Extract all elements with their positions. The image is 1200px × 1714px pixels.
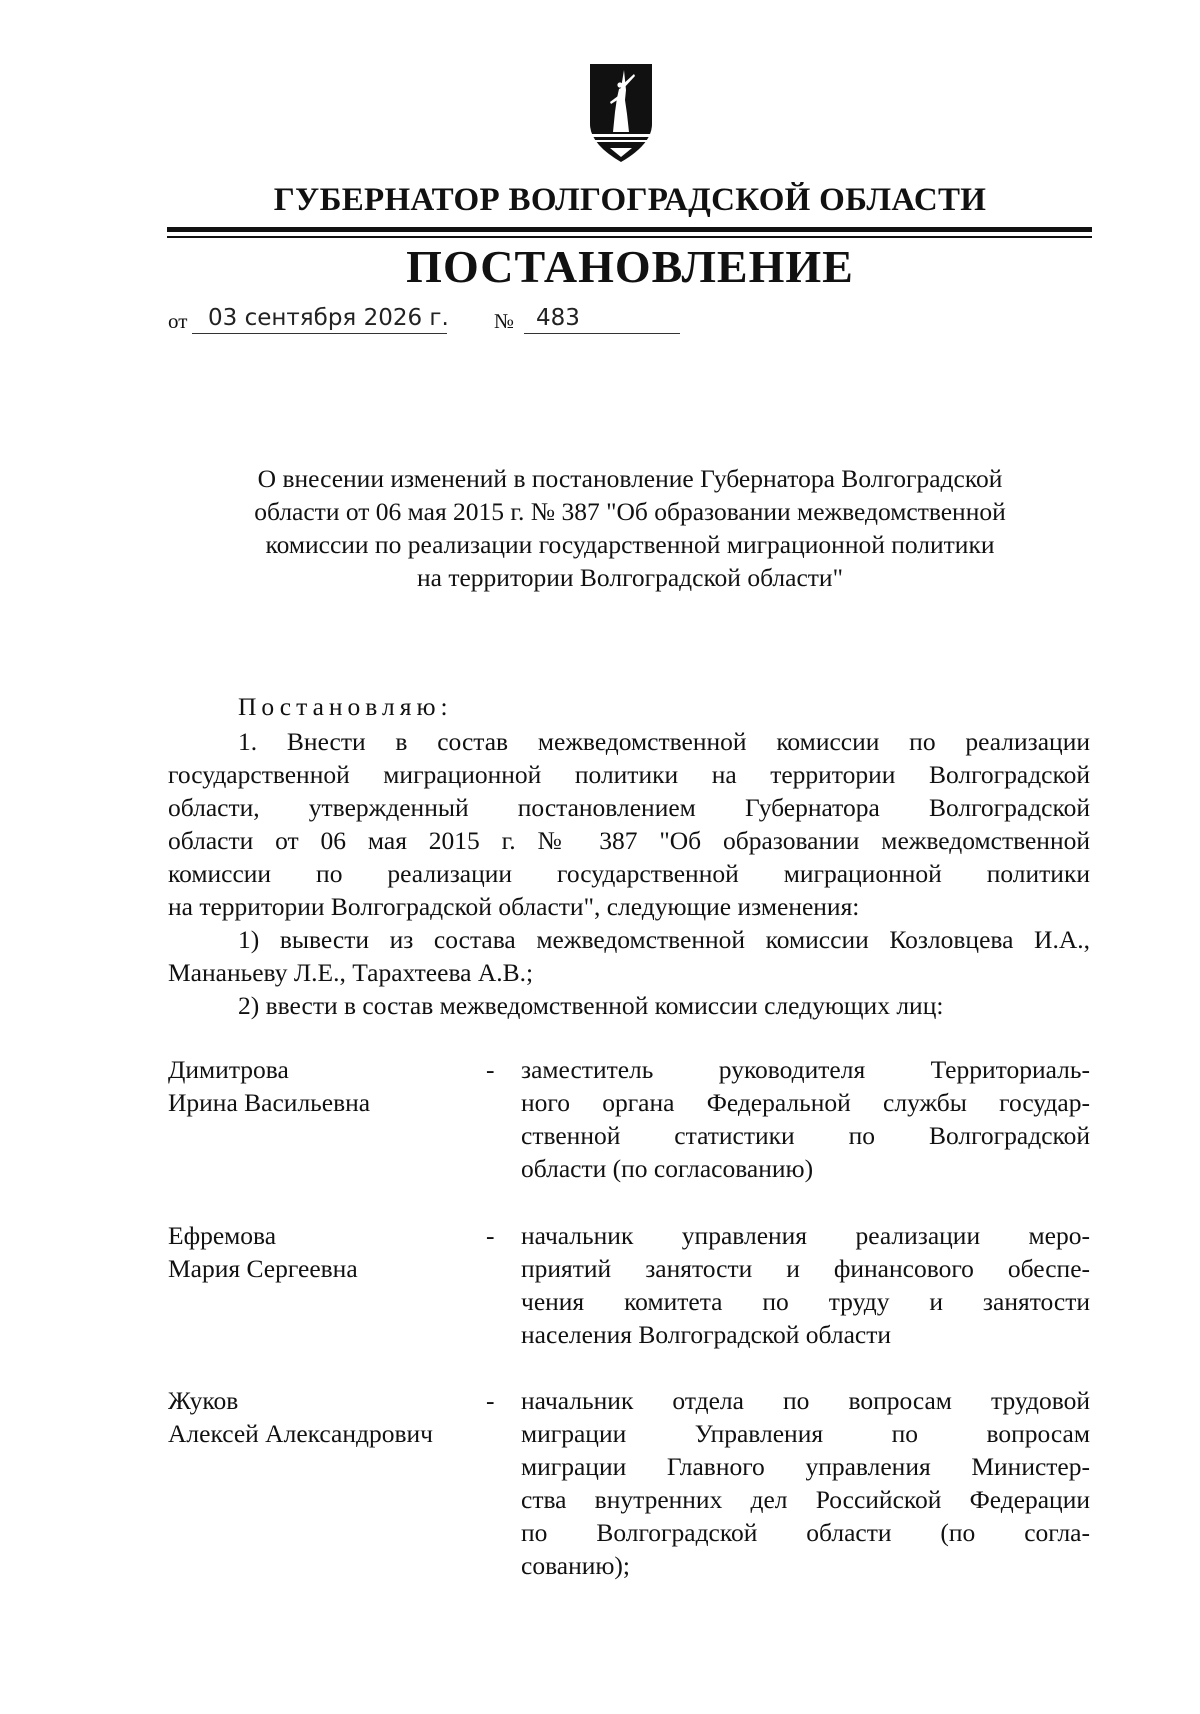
position-line: приятий занятости и финансового обеспе- xyxy=(521,1254,1090,1283)
paragraph-line: 1. Внести в состав межведомственной комиссии по реализации xyxy=(238,727,1090,756)
position-line: начальник отдела по вопросам трудовой xyxy=(521,1386,1090,1415)
position-line: области (по согласованию) xyxy=(521,1154,814,1183)
date-number-line xyxy=(168,305,688,337)
member-dash: - xyxy=(486,1221,495,1250)
number-underline xyxy=(524,333,680,334)
item-1-paragraph xyxy=(168,725,1090,923)
document-number: 483 xyxy=(536,305,580,331)
subject-line: области от 06 мая 2015 г. № 387 "Об образовании межведомственной xyxy=(254,497,1006,526)
position-line: населения Волгоградской области xyxy=(521,1320,891,1349)
member-surname: Ефремова xyxy=(168,1221,277,1250)
paragraph-line: области от 06 мая 2015 г. № 387 "Об образовании межведомственной xyxy=(168,826,1090,855)
position-line: заместитель руководителя Территориаль- xyxy=(521,1055,1090,1084)
position-line: сованию); xyxy=(521,1551,631,1580)
member-position xyxy=(521,1384,1090,1582)
subject-line: О внесении изменений в постановление Губернатора Волгоградской xyxy=(257,464,1003,493)
volgograd-coat-of-arms-icon xyxy=(588,62,654,167)
position-line: ного органа Федеральной службы государ- xyxy=(521,1088,1090,1117)
paragraph-line: на территории Волгоградской области", следующие изменения: xyxy=(168,892,860,921)
position-line: ства внутренних дел Российской Федерации xyxy=(521,1485,1090,1514)
position-line: по Волгоградской области (по согла- xyxy=(521,1518,1090,1547)
paragraph-line: 2) ввести в состав межведомственной комиссии следующих лиц: xyxy=(238,991,944,1020)
member-position xyxy=(521,1053,1090,1185)
position-line: миграции Управления по вопросам xyxy=(521,1419,1090,1448)
member-dash: - xyxy=(486,1055,495,1084)
subject-line: на территории Волгоградской области" xyxy=(417,563,843,592)
member-name xyxy=(168,1384,478,1450)
decree-word: Постановляю: xyxy=(238,692,453,721)
number-label: № xyxy=(494,309,515,333)
member-given-names: Мария Сергеевна xyxy=(168,1254,358,1283)
document-subject xyxy=(180,462,1080,594)
paragraph-line: Мананьеву Л.Е., Тарахтеева А.В.; xyxy=(168,958,534,987)
position-line: начальник управления реализации меро- xyxy=(521,1221,1090,1250)
issuing-authority: ГУБЕРНАТОР ВОЛГОГРАДСКОЙ ОБЛАСТИ xyxy=(273,182,987,218)
member-position xyxy=(521,1219,1090,1351)
member-name xyxy=(168,1053,478,1119)
date-prefix: от xyxy=(168,309,188,333)
subitem-2-paragraph xyxy=(168,989,1090,1022)
member-given-names: Ирина Васильевна xyxy=(168,1088,371,1117)
position-line: миграции Главного управления Министер- xyxy=(521,1452,1090,1481)
paragraph-line: области, утвержденный постановлением Губернатора Волгоградской xyxy=(168,793,1090,822)
header-rule-thick xyxy=(167,227,1092,232)
member-surname: Димитрова xyxy=(168,1055,289,1084)
subject-line: комиссии по реализации государственной миграционной политики xyxy=(265,530,995,559)
paragraph-line: 1) вывести из состава межведомственной комиссии Козловцева И.А., xyxy=(238,925,1090,954)
subitem-1-paragraph xyxy=(168,923,1090,989)
member-given-names: Алексей Александрович xyxy=(168,1419,433,1448)
member-name xyxy=(168,1219,478,1285)
position-line: чения комитета по труду и занятости xyxy=(521,1287,1090,1316)
document-date: 03 сентября 2026 г. xyxy=(208,305,449,331)
paragraph-line: государственной миграционной политики на территории Волгоградской xyxy=(168,760,1090,789)
member-surname: Жуков xyxy=(168,1386,239,1415)
paragraph-line: комиссии по реализации государственной миграционной политики xyxy=(168,859,1090,888)
document-type-title: ПОСТАНОВЛЕНИЕ xyxy=(406,241,854,292)
member-dash: - xyxy=(486,1386,495,1415)
date-underline xyxy=(192,333,447,334)
header-rule-thin xyxy=(167,236,1092,238)
position-line: ственной статистики по Волгоградской xyxy=(521,1121,1090,1150)
